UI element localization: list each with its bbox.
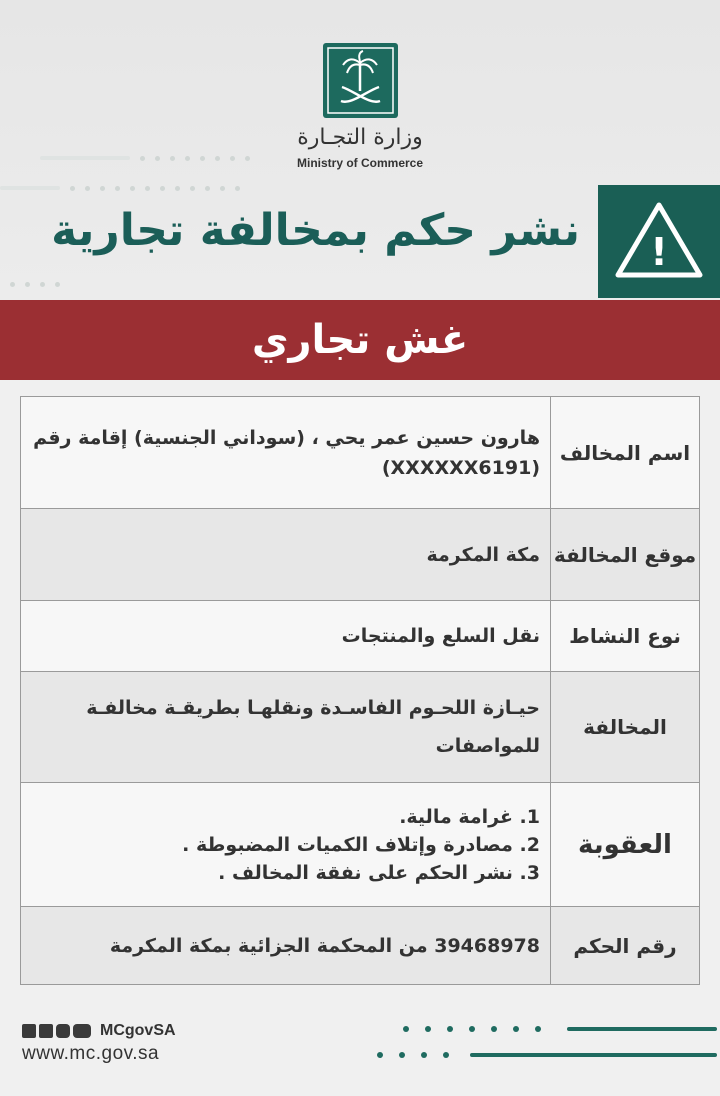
label-violation: المخالفة xyxy=(551,672,700,783)
ministry-logo xyxy=(323,43,398,118)
decor-dots xyxy=(10,282,60,287)
value-location: مكة المكرمة xyxy=(21,509,551,601)
facebook-icon[interactable] xyxy=(39,1024,53,1038)
judgment-table xyxy=(20,396,700,985)
value-violation: حيـازة اللحـوم الفاسـدة ونقلهـا بطريقـة مخالفـة للمواصفات xyxy=(21,672,551,783)
palm-swords-emblem-icon xyxy=(323,43,398,118)
decor-dash xyxy=(0,186,60,190)
ministry-name-en: Ministry of Commerce xyxy=(296,156,424,170)
page-title: نشر حكم بمخالفة تجارية xyxy=(51,205,580,256)
decor-line xyxy=(470,1053,717,1057)
warning-triangle-icon xyxy=(598,185,720,298)
table-row xyxy=(21,783,700,907)
website-link[interactable]: www.mc.gov.sa xyxy=(22,1043,160,1064)
table-row xyxy=(21,509,700,601)
decor-dots xyxy=(377,1052,449,1058)
twitter-icon[interactable] xyxy=(22,1024,36,1038)
violation-type: غش تجاري xyxy=(251,317,469,363)
warning-badge xyxy=(598,185,720,298)
social-handle[interactable]: MCgovSA xyxy=(100,1022,176,1039)
label-activity-type: نوع النشاط xyxy=(551,601,700,672)
value-judgment-number: 39468978 من المحكمة الجزائية بمكة المكرمة xyxy=(21,907,551,985)
table-row xyxy=(21,397,700,509)
decor-dots xyxy=(140,156,250,161)
table-row xyxy=(21,601,700,672)
warning-mark: ! xyxy=(650,230,668,274)
label-penalty: العقوبة xyxy=(551,783,700,907)
social-links xyxy=(22,1022,176,1040)
violation-type-banner xyxy=(0,300,720,380)
table-row xyxy=(21,907,700,985)
penalty-item: 1. غرامة مالية. xyxy=(399,805,540,828)
value-penalty xyxy=(21,783,551,907)
youtube-icon[interactable] xyxy=(73,1024,91,1038)
decor-dash xyxy=(40,156,130,160)
ministry-name-ar: وزارة التجـارة xyxy=(297,125,423,150)
label-judgment-number: رقم الحكم xyxy=(551,907,700,985)
penalty-item: 3. نشر الحكم على نفقة المخالف . xyxy=(218,861,540,884)
label-violator-name: اسم المخالف xyxy=(551,397,700,509)
instagram-icon[interactable] xyxy=(56,1024,70,1038)
value-activity-type: نقل السلع والمنتجات xyxy=(21,601,551,672)
decor-line xyxy=(567,1027,717,1031)
decor-dots xyxy=(70,186,240,191)
label-location: موقع المخالفة xyxy=(551,509,700,601)
value-violator-name: هارون حسين عمر يحي ، (سوداني الجنسية) إقامة رقم (XXXXXX6191) xyxy=(21,397,551,509)
decor-dots xyxy=(403,1026,541,1032)
penalty-item: 2. مصادرة وإتلاف الكميات المضبوطة . xyxy=(182,833,540,856)
table-row xyxy=(21,672,700,783)
